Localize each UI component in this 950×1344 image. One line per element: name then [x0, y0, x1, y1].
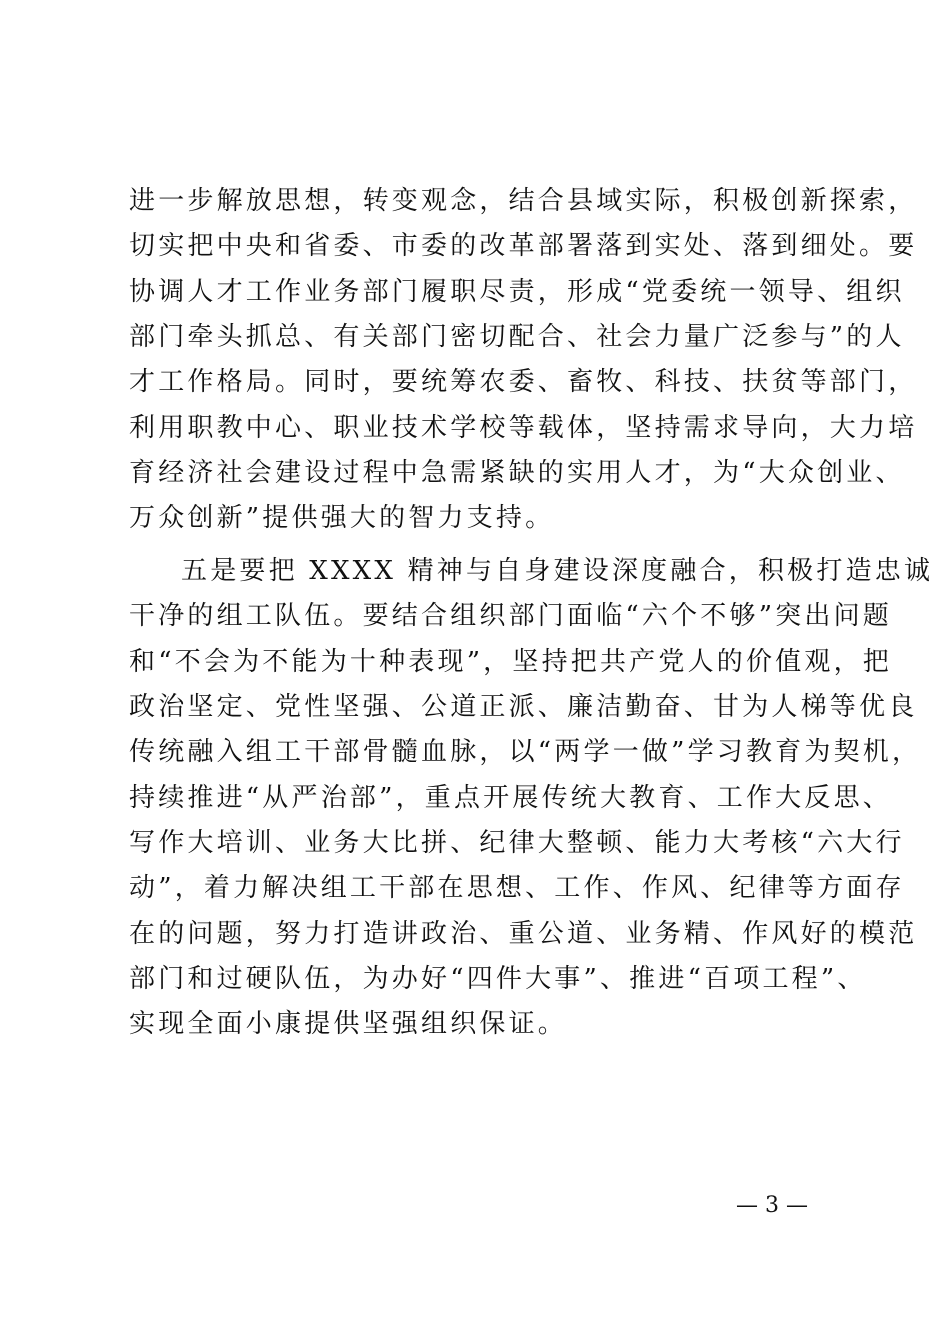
paragraph-2-line-8: 动”，着力解决组工干部在思想、工作、作风、纪律等方面存 [129, 873, 905, 903]
paragraph-1-line-5: 才工作格局。同时，要统筹农委、畜牧、科技、扶贫等部门， [129, 367, 918, 397]
paragraph-2-line-3: 和“不会为不能为十种表现”，坚持把共产党人的价值观，把 [129, 647, 892, 677]
paragraph-2-line-7: 写作大培训、业务大比拼、纪律大整顿、能力大考核“六大行 [129, 828, 905, 858]
paragraph-1-line-1: 进一步解放思想，转变观念，结合县域实际，积极创新探索， [129, 186, 918, 216]
paragraph-2-line-4: 政治坚定、党性坚强、公道正派、廉洁勤奋、甘为人梯等优良 [129, 692, 918, 722]
page-number: — 3 — [736, 1193, 808, 1218]
paragraph-2-line-9: 在的问题，努力打造讲政治、重公道、业务精、作风好的模范 [129, 919, 918, 949]
paragraph-1-line-2: 切实把中央和省委、市委的改革部署落到实处、落到细处。要 [129, 231, 918, 261]
paragraph-2-line-10: 部门和过硬队伍，为办好“四件大事”、推进“百项工程”、 [129, 964, 867, 994]
paragraph-2-line-5: 传统融入组工干部骨髓血脉，以“两学一做”学习教育为契机， [129, 737, 922, 767]
paragraph-1-line-3: 协调人才工作业务部门履职尽责，形成“党委统一领导、组织 [129, 277, 905, 307]
paragraph-1-line-8: 万众创新”提供强大的智力支持。 [129, 503, 555, 533]
paragraph-1-line-7: 育经济社会建设过程中急需紧缺的实用人才，为“大众创业、 [129, 458, 905, 488]
paragraph-2-line-1: 五是要把 XXXX 精神与自身建设深度融合，积极打造忠诚 [181, 556, 934, 586]
paragraph-2-line-11: 实现全面小康提供坚强组织保证。 [129, 1009, 568, 1039]
paragraph-2-line-6: 持续推进“从严治部”，重点开展传统大教育、工作大反思、 [129, 783, 892, 813]
paragraph-2-line-2: 干净的组工队伍。要结合组织部门面临“六个不够”突出问题 [129, 601, 892, 631]
paragraph-1-line-4: 部门牵头抓总、有关部门密切配合、社会力量广泛参与”的人 [129, 322, 905, 352]
paragraph-1-line-6: 利用职教中心、职业技术学校等载体，坚持需求导向，大力培 [129, 413, 918, 443]
